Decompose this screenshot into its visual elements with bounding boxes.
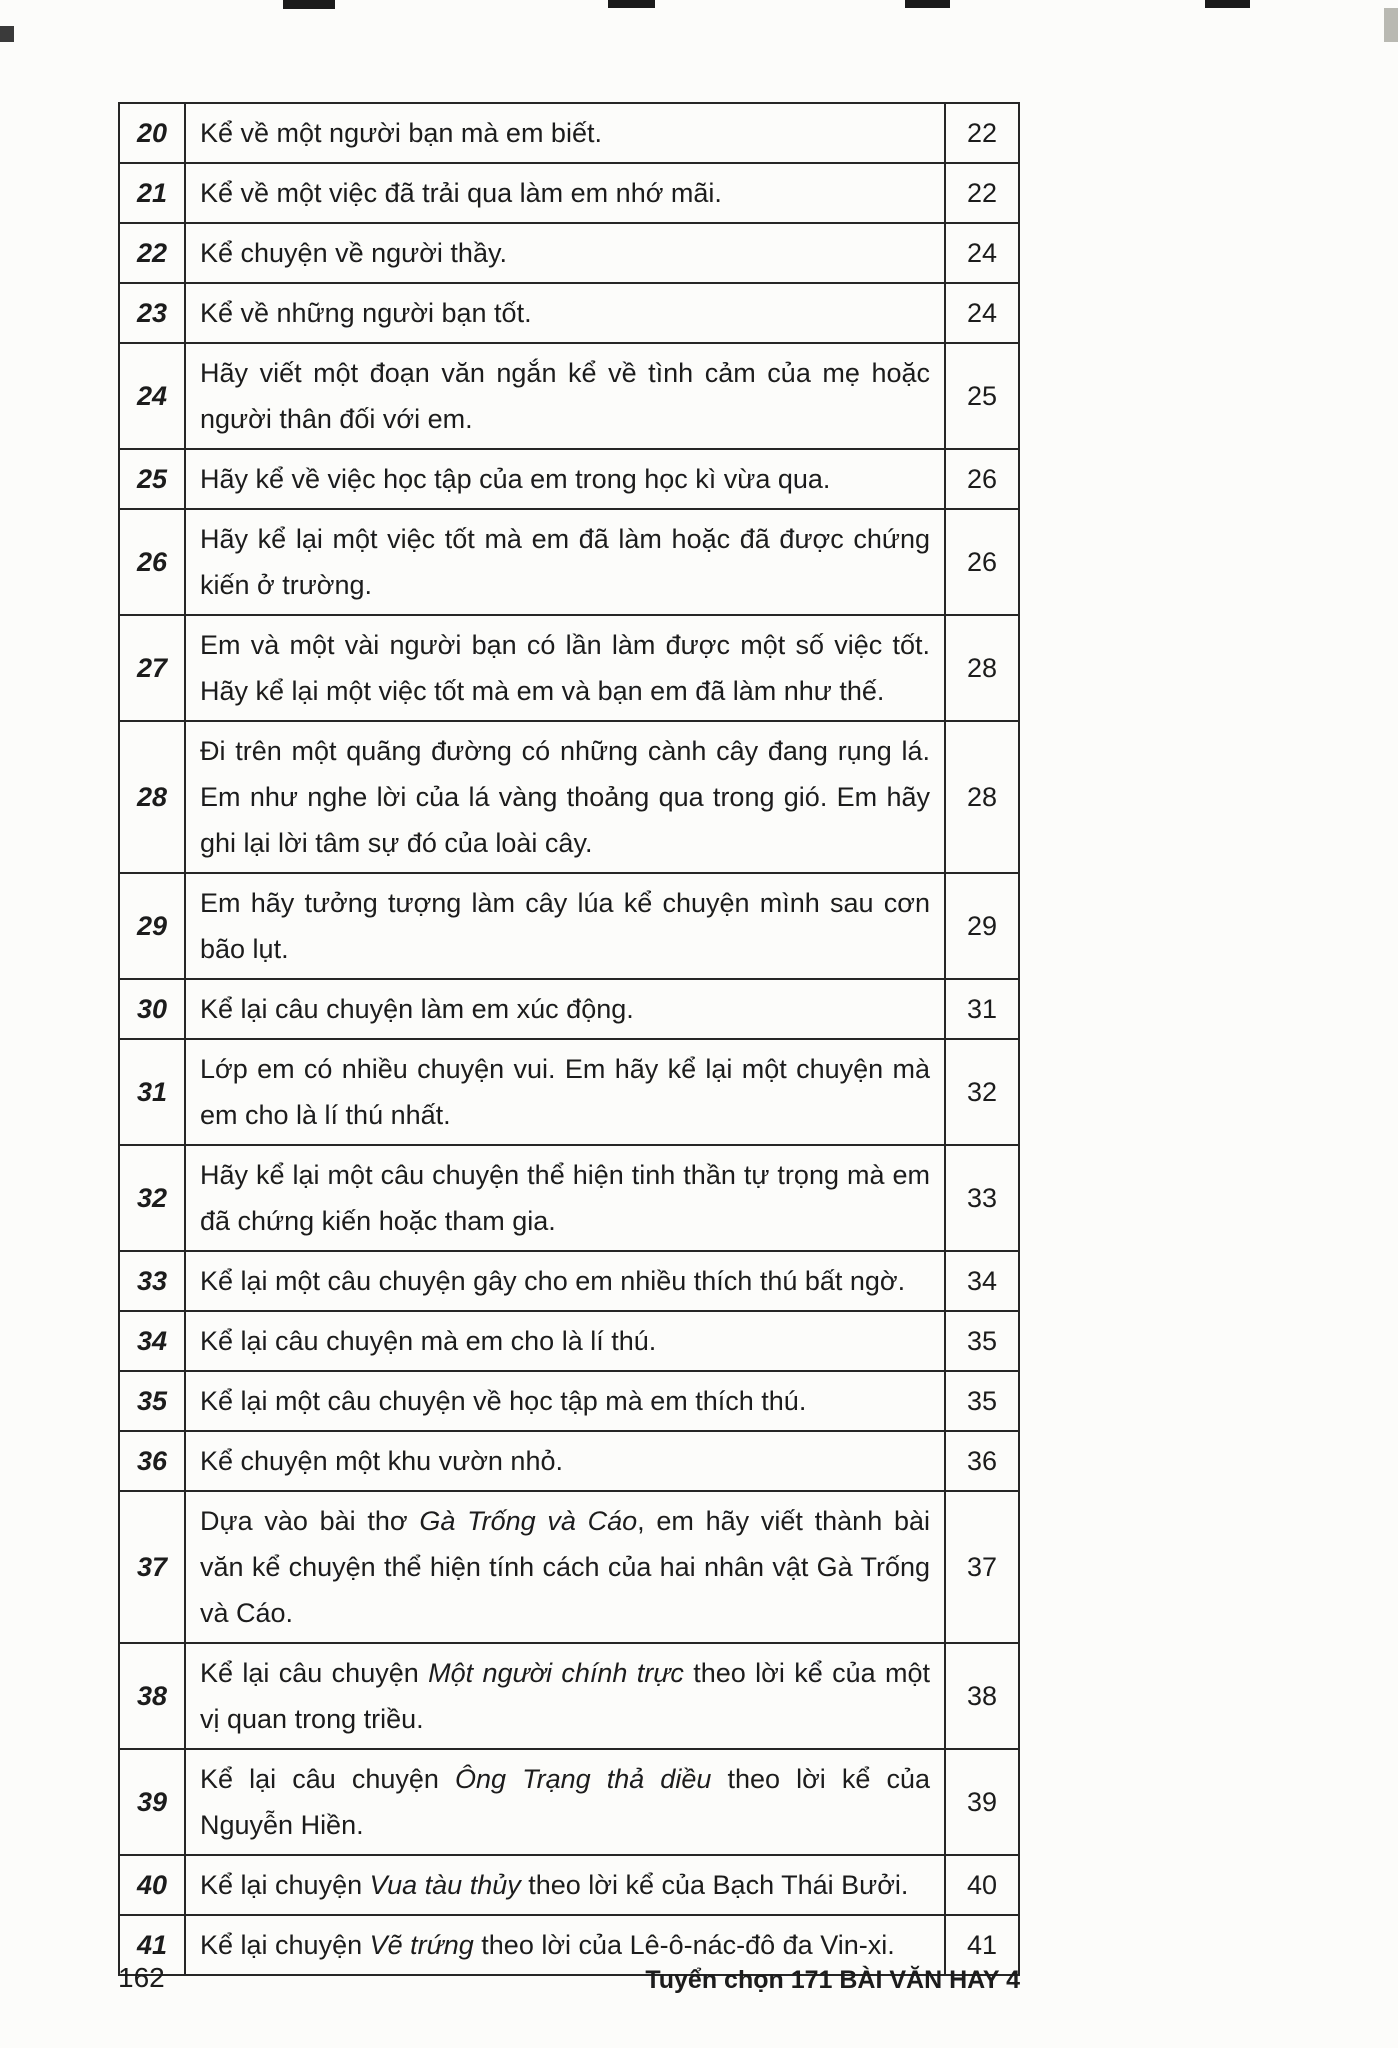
row-page: 26 — [945, 449, 1019, 509]
table-row — [119, 1431, 1019, 1491]
row-page: 39 — [945, 1749, 1019, 1855]
row-page: 33 — [945, 1145, 1019, 1251]
row-title: Kể lại chuyện Vẽ trứng theo lời của Lê-ô-nác-đô đa Vin-xi. — [185, 1915, 945, 1975]
row-page: 32 — [945, 1039, 1019, 1145]
row-page: 29 — [945, 873, 1019, 979]
row-number: 30 — [119, 979, 185, 1039]
table-row — [119, 1371, 1019, 1431]
row-page: 35 — [945, 1371, 1019, 1431]
row-title: Hãy kể lại một câu chuyện thể hiện tinh thần tự trọng mà em đã chứng kiến hoặc tham gia. — [185, 1145, 945, 1251]
row-page: 31 — [945, 979, 1019, 1039]
row-title: Kể về một việc đã trải qua làm em nhớ mãi. — [185, 163, 945, 223]
table-row — [119, 449, 1019, 509]
row-page: 40 — [945, 1855, 1019, 1915]
row-title: Kể lại câu chuyện Ông Trạng thả diều theo lời kể của Nguyễn Hiền. — [185, 1749, 945, 1855]
row-page: 28 — [945, 721, 1019, 873]
book-title-footer: Tuyển chọn 171 BÀI VĂN HAY 4 — [645, 1966, 1020, 1994]
row-title: Kể chuyện một khu vườn nhỏ. — [185, 1431, 945, 1491]
toc-table-body — [119, 103, 1019, 1975]
row-number: 40 — [119, 1855, 185, 1915]
table-row — [119, 721, 1019, 873]
table-row — [119, 873, 1019, 979]
row-page: 38 — [945, 1643, 1019, 1749]
table-of-contents — [118, 102, 1020, 1976]
table-row — [119, 1251, 1019, 1311]
row-title: Kể về những người bạn tốt. — [185, 283, 945, 343]
row-number: 37 — [119, 1491, 185, 1643]
row-title: Dựa vào bài thơ Gà Trống và Cáo, em hãy viết thành bài văn kể chuyện thể hiện tính cách của hai nhân vật Gà Trống và Cáo. — [185, 1491, 945, 1643]
row-page: 24 — [945, 223, 1019, 283]
table-row — [119, 1145, 1019, 1251]
row-number: 26 — [119, 509, 185, 615]
row-title: Kể về một người bạn mà em biết. — [185, 103, 945, 163]
table-row — [119, 223, 1019, 283]
row-number: 36 — [119, 1431, 185, 1491]
row-page: 26 — [945, 509, 1019, 615]
row-number: 34 — [119, 1311, 185, 1371]
row-number: 20 — [119, 103, 185, 163]
row-number: 33 — [119, 1251, 185, 1311]
row-title: Kể lại câu chuyện mà em cho là lí thú. — [185, 1311, 945, 1371]
row-title: Hãy viết một đoạn văn ngắn kể về tình cảm của mẹ hoặc người thân đối với em. — [185, 343, 945, 449]
row-number: 39 — [119, 1749, 185, 1855]
row-title: Lớp em có nhiều chuyện vui. Em hãy kể lại một chuyện mà em cho là lí thú nhất. — [185, 1039, 945, 1145]
row-title: Kể lại một câu chuyện gây cho em nhiều thích thú bất ngờ. — [185, 1251, 945, 1311]
row-number: 29 — [119, 873, 185, 979]
table-row — [119, 1855, 1019, 1915]
row-number: 35 — [119, 1371, 185, 1431]
row-page: 36 — [945, 1431, 1019, 1491]
table-row — [119, 509, 1019, 615]
table-row — [119, 283, 1019, 343]
row-number: 23 — [119, 283, 185, 343]
row-number: 22 — [119, 223, 185, 283]
row-number: 32 — [119, 1145, 185, 1251]
scan-artifact — [905, 0, 950, 8]
row-title: Kể lại câu chuyện Một người chính trực theo lời kể của một vị quan trong triều. — [185, 1643, 945, 1749]
table-row — [119, 1311, 1019, 1371]
row-title: Em hãy tưởng tượng làm cây lúa kể chuyện mình sau cơn bão lụt. — [185, 873, 945, 979]
table-row — [119, 979, 1019, 1039]
table-row — [119, 163, 1019, 223]
row-page: 34 — [945, 1251, 1019, 1311]
row-page: 41 — [945, 1915, 1019, 1975]
table-row — [119, 1039, 1019, 1145]
table-row — [119, 1491, 1019, 1643]
row-title: Em và một vài người bạn có lần làm được một số việc tốt. Hãy kể lại một việc tốt mà em và bạn em đã làm như thế. — [185, 615, 945, 721]
row-number: 24 — [119, 343, 185, 449]
row-number: 25 — [119, 449, 185, 509]
row-number: 21 — [119, 163, 185, 223]
row-number: 28 — [119, 721, 185, 873]
row-number: 31 — [119, 1039, 185, 1145]
scan-artifact — [608, 0, 655, 8]
row-title: Kể lại chuyện Vua tàu thủy theo lời kể của Bạch Thái Bưởi. — [185, 1855, 945, 1915]
row-number: 38 — [119, 1643, 185, 1749]
row-page: 22 — [945, 103, 1019, 163]
row-title: Kể lại câu chuyện làm em xúc động. — [185, 979, 945, 1039]
scan-artifact — [0, 26, 14, 42]
row-title: Hãy kể lại một việc tốt mà em đã làm hoặc đã được chứng kiến ở trường. — [185, 509, 945, 615]
row-title: Đi trên một quãng đường có những cành cây đang rụng lá. Em như nghe lời của lá vàng thoảng qua trong gió. Em hãy ghi lại lời tâm sự đó của loài cây. — [185, 721, 945, 873]
table-row — [119, 615, 1019, 721]
row-number: 27 — [119, 615, 185, 721]
page-number: 162 — [118, 1962, 165, 1993]
row-page: 35 — [945, 1311, 1019, 1371]
row-page: 24 — [945, 283, 1019, 343]
table-row — [119, 103, 1019, 163]
row-page: 37 — [945, 1491, 1019, 1643]
row-title: Kể chuyện về người thầy. — [185, 223, 945, 283]
scan-artifact — [1384, 8, 1398, 42]
table-row — [119, 1749, 1019, 1855]
row-number: 41 — [119, 1915, 185, 1975]
row-page: 28 — [945, 615, 1019, 721]
table-row — [119, 1643, 1019, 1749]
scan-artifact — [1205, 0, 1250, 8]
scan-artifact — [283, 0, 335, 9]
row-title: Kể lại một câu chuyện về học tập mà em thích thú. — [185, 1371, 945, 1431]
row-page: 25 — [945, 343, 1019, 449]
table-row — [119, 343, 1019, 449]
row-title: Hãy kể về việc học tập của em trong học kì vừa qua. — [185, 449, 945, 509]
row-page: 22 — [945, 163, 1019, 223]
